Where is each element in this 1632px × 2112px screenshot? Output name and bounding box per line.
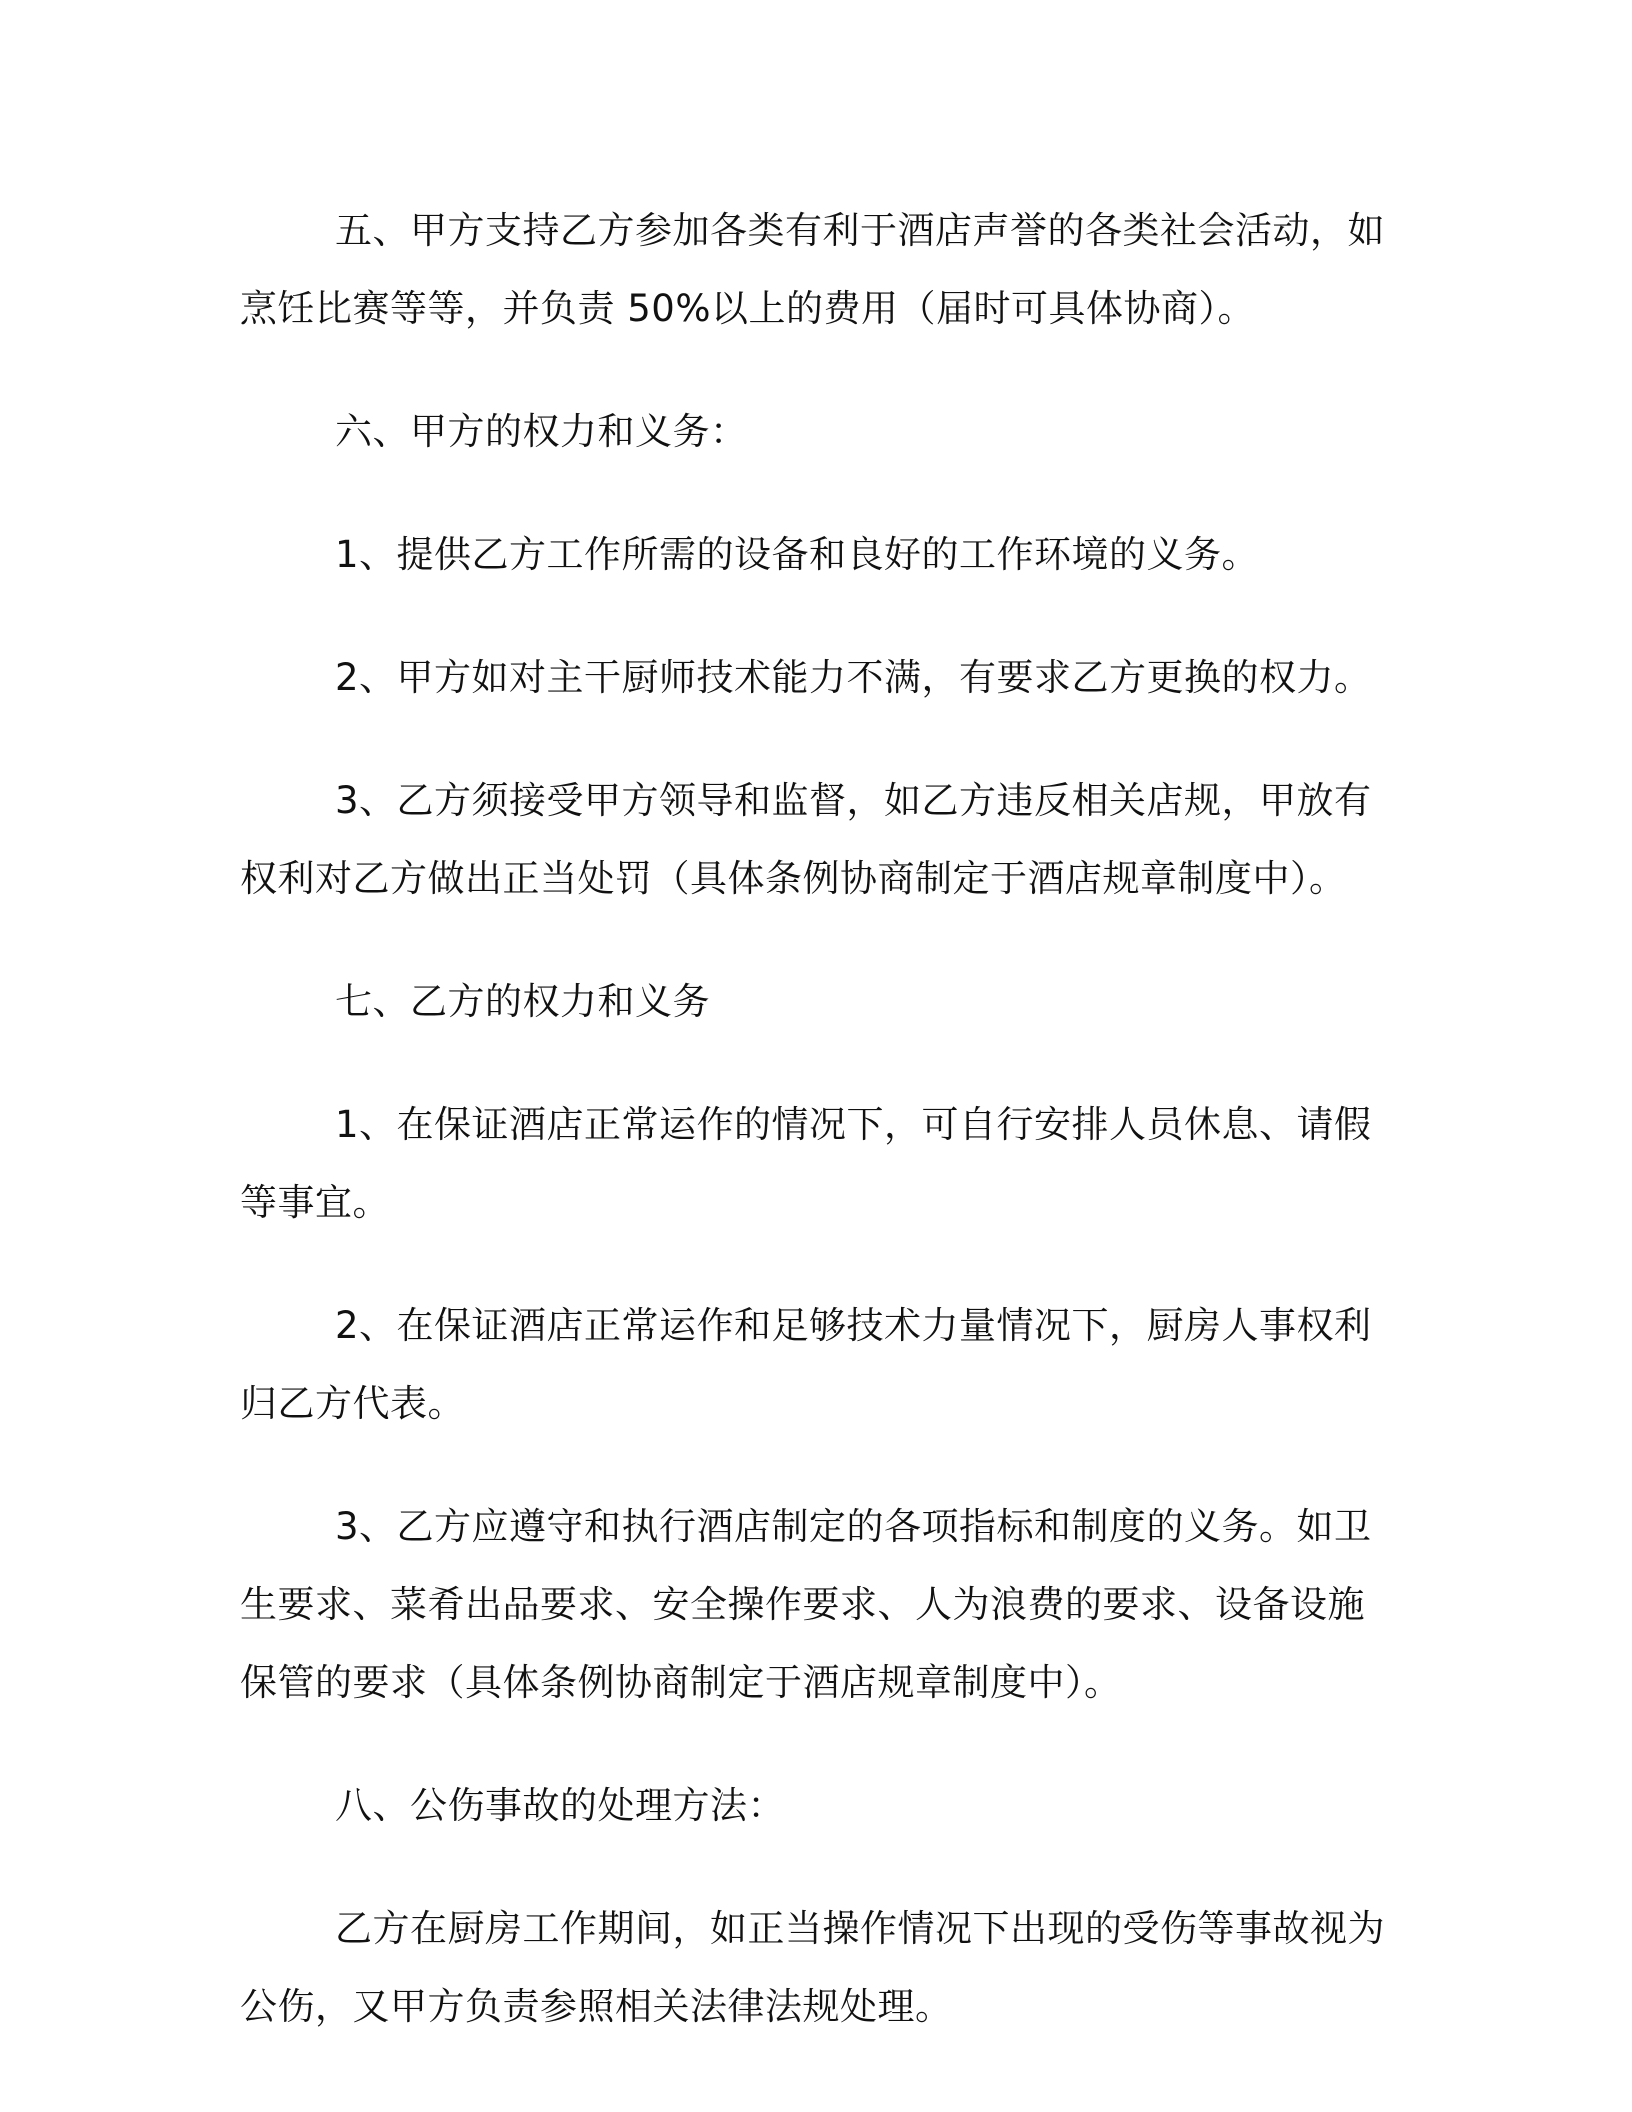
paragraph-line: 六、甲方的权力和义务： bbox=[335, 410, 748, 453]
clause-b-3 bbox=[240, 1488, 1385, 1722]
paragraph-line: 八、公伤事故的处理方法： bbox=[335, 1784, 785, 1827]
paragraph-line: 保管的要求（具体条例协商制定于酒店规章制度中）。 bbox=[240, 1661, 1122, 1704]
paragraph-line: 等事宜。 bbox=[240, 1181, 390, 1224]
clause-a-3 bbox=[240, 762, 1385, 918]
paragraph-line: 3、乙方须接受甲方领导和监督，如乙方违反相关店规，甲放有 bbox=[335, 779, 1372, 822]
paragraph-line: 2、在保证酒店正常运作和足够技术力量情况下，厨房人事权利 bbox=[335, 1304, 1372, 1347]
paragraph-line: 2、甲方如对主干厨师技术能力不满，有要求乙方更换的权力。 bbox=[335, 656, 1372, 699]
clause-a-2 bbox=[240, 639, 1385, 717]
clause-b-2 bbox=[240, 1287, 1385, 1443]
paragraph-line: 五、甲方支持乙方参加各类有利于酒店声誉的各类社会活动，如 bbox=[335, 209, 1385, 252]
section-heading-work-injury bbox=[240, 1767, 1385, 1845]
paragraph-line: 1、提供乙方工作所需的设备和良好的工作环境的义务。 bbox=[335, 533, 1260, 576]
document-body bbox=[240, 192, 1385, 2091]
paragraph-line: 3、乙方应遵守和执行酒店制定的各项指标和制度的义务。如卫 bbox=[335, 1505, 1372, 1548]
clause-b-1 bbox=[240, 1086, 1385, 1242]
paragraph-line: 烹饪比赛等等，并负责 50%以上的费用（届时可具体协商）。 bbox=[240, 287, 1255, 330]
clause-a-1 bbox=[240, 516, 1385, 594]
paragraph-line: 权利对乙方做出正当处罚（具体条例协商制定于酒店规章制度中）。 bbox=[240, 857, 1347, 900]
paragraph-line: 归乙方代表。 bbox=[240, 1382, 465, 1425]
paragraph-line: 生要求、菜肴出品要求、安全操作要求、人为浪费的要求、设备设施 bbox=[240, 1583, 1365, 1626]
paragraph-line: 乙方在厨房工作期间，如正当操作情况下出现的受伤等事故视为 bbox=[335, 1907, 1385, 1950]
paragraph-line: 公伤，又甲方负责参照相关法律法规处理。 bbox=[240, 1985, 953, 2028]
section-heading-party-b-rights bbox=[240, 963, 1385, 1041]
paragraph-5-support-activities bbox=[240, 192, 1385, 348]
section-heading-party-a-rights bbox=[240, 393, 1385, 471]
work-injury-handling bbox=[240, 1890, 1385, 2046]
paragraph-line: 1、在保证酒店正常运作的情况下，可自行安排人员休息、请假 bbox=[335, 1103, 1372, 1146]
paragraph-line: 七、乙方的权力和义务 bbox=[335, 980, 710, 1023]
